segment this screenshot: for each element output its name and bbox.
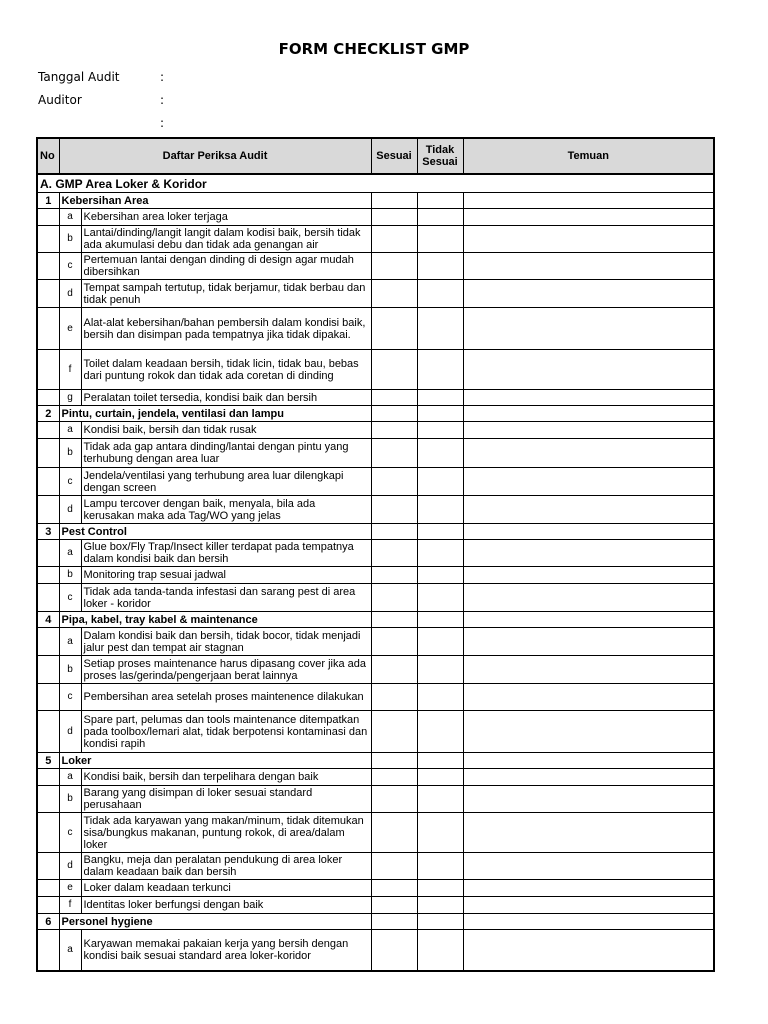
item-number-cell — [37, 930, 59, 971]
meta-separator: : — [160, 116, 165, 130]
item-letter: c — [59, 813, 81, 853]
temuan-cell[interactable] — [463, 524, 714, 540]
header-tidak-sesuai-line1: Tidak — [425, 144, 455, 156]
tidak-sesuai-cell[interactable] — [417, 253, 463, 280]
sesuai-cell[interactable] — [371, 813, 417, 853]
group-number: 2 — [37, 406, 59, 422]
sesuai-cell[interactable] — [371, 711, 417, 753]
header-temuan: Temuan — [463, 138, 714, 174]
checklist-item-row — [37, 226, 714, 253]
checklist-item-row — [37, 897, 714, 914]
item-letter: a — [59, 628, 81, 656]
checklist-item-row — [37, 540, 714, 567]
tidak-sesuai-cell[interactable] — [417, 209, 463, 226]
item-letter: c — [59, 253, 81, 280]
item-letter: f — [59, 897, 81, 914]
checklist-item-row — [37, 439, 714, 468]
group-title: Loker — [59, 753, 371, 769]
tidak-sesuai-cell[interactable] — [417, 567, 463, 584]
sesuai-cell[interactable] — [371, 226, 417, 253]
item-text: Spare part, pelumas dan tools maintenance ditempatkan pada toolbox/lemari alat, tidak berpotensi kontaminasi dan kondisi rapih — [81, 711, 371, 753]
tidak-sesuai-cell[interactable] — [417, 468, 463, 496]
item-number-cell — [37, 439, 59, 468]
item-text: Monitoring trap sesuai jadwal — [81, 567, 371, 584]
temuan-cell[interactable] — [463, 406, 714, 422]
item-text: Dalam kondisi baik dan bersih, tidak bocor, tidak menjadi jalur pest dan tempat air stagnan — [81, 628, 371, 656]
item-letter: a — [59, 540, 81, 567]
group-number: 4 — [37, 612, 59, 628]
checklist-item-row — [37, 786, 714, 813]
group-row — [37, 612, 714, 628]
temuan-cell[interactable] — [463, 496, 714, 524]
sesuai-cell[interactable] — [371, 584, 417, 612]
temuan-cell[interactable] — [463, 584, 714, 612]
item-number-cell — [37, 308, 59, 350]
item-letter: a — [59, 769, 81, 786]
checklist-item-row — [37, 813, 714, 853]
sesuai-cell[interactable] — [371, 628, 417, 656]
group-title: Pintu, curtain, jendela, ventilasi dan lampu — [59, 406, 371, 422]
temuan-cell[interactable] — [463, 786, 714, 813]
tidak-sesuai-cell[interactable] — [417, 406, 463, 422]
tidak-sesuai-cell[interactable] — [417, 753, 463, 769]
sesuai-cell[interactable] — [371, 193, 417, 209]
header-tidak-sesuai — [417, 138, 463, 174]
meta-label: Tanggal Audit — [38, 70, 120, 84]
group-number: 6 — [37, 914, 59, 930]
group-title: Personel hygiene — [59, 914, 371, 930]
item-text: Kondisi baik, bersih dan terpelihara dengan baik — [81, 769, 371, 786]
temuan-cell[interactable] — [463, 880, 714, 897]
item-text: Bangku, meja dan peralatan pendukung di area loker dalam keadaan baik dan bersih — [81, 853, 371, 880]
temuan-cell[interactable] — [463, 209, 714, 226]
checklist-table — [36, 137, 715, 972]
item-number-cell — [37, 813, 59, 853]
header-tidak-sesuai-line2: Sesuai — [422, 156, 458, 168]
table-body — [37, 174, 714, 971]
item-number-cell — [37, 209, 59, 226]
sesuai-cell[interactable] — [371, 786, 417, 813]
temuan-cell[interactable] — [463, 684, 714, 711]
tidak-sesuai-cell[interactable] — [417, 914, 463, 930]
table-header-row — [37, 138, 714, 174]
sesuai-cell[interactable] — [371, 350, 417, 390]
item-letter: b — [59, 656, 81, 684]
item-text: Toilet dalam keadaan bersih, tidak licin, tidak bau, bebas dari puntung rokok dan tidak ada coretan di dinding — [81, 350, 371, 390]
tidak-sesuai-cell[interactable] — [417, 280, 463, 308]
item-number-cell — [37, 711, 59, 753]
tidak-sesuai-cell[interactable] — [417, 813, 463, 853]
item-letter: b — [59, 567, 81, 584]
item-letter: a — [59, 422, 81, 439]
item-letter: d — [59, 853, 81, 880]
checklist-item-row — [37, 930, 714, 971]
item-number-cell — [37, 684, 59, 711]
temuan-cell[interactable] — [463, 280, 714, 308]
header-no: No — [37, 138, 59, 174]
item-text: Tidak ada gap antara dinding/lantai dengan pintu yang terhubung dengan area luar — [81, 439, 371, 468]
section-title: A. GMP Area Loker & Koridor — [37, 174, 714, 193]
item-number-cell — [37, 786, 59, 813]
tidak-sesuai-cell[interactable] — [417, 612, 463, 628]
tidak-sesuai-cell[interactable] — [417, 786, 463, 813]
group-row — [37, 406, 714, 422]
item-number-cell — [37, 769, 59, 786]
item-text: Barang yang disimpan di loker sesuai standard perusahaan — [81, 786, 371, 813]
item-number-cell — [37, 280, 59, 308]
item-number-cell — [37, 656, 59, 684]
item-letter: e — [59, 880, 81, 897]
item-number-cell — [37, 390, 59, 406]
section-row — [37, 174, 714, 193]
item-text: Pertemuan lantai dengan dinding di design agar mudah dibersihkan — [81, 253, 371, 280]
sesuai-cell[interactable] — [371, 853, 417, 880]
checklist-item-row — [37, 209, 714, 226]
tidak-sesuai-cell[interactable] — [417, 711, 463, 753]
checklist-item-row — [37, 769, 714, 786]
checklist-item-row — [37, 628, 714, 656]
item-number-cell — [37, 853, 59, 880]
sesuai-cell[interactable] — [371, 280, 417, 308]
meta-separator: : — [160, 93, 165, 107]
tidak-sesuai-cell[interactable] — [417, 540, 463, 567]
item-letter: d — [59, 280, 81, 308]
item-number-cell — [37, 496, 59, 524]
sesuai-cell[interactable] — [371, 656, 417, 684]
item-letter: d — [59, 711, 81, 753]
temuan-cell[interactable] — [463, 897, 714, 914]
checklist-item-row — [37, 280, 714, 308]
sesuai-cell[interactable] — [371, 567, 417, 584]
item-text: Peralatan toilet tersedia, kondisi baik dan bersih — [81, 390, 371, 406]
group-title: Pest Control — [59, 524, 371, 540]
temuan-cell[interactable] — [463, 930, 714, 971]
checklist-item-row — [37, 496, 714, 524]
temuan-cell[interactable] — [463, 193, 714, 209]
item-letter: e — [59, 308, 81, 350]
tidak-sesuai-cell[interactable] — [417, 930, 463, 971]
item-letter: c — [59, 584, 81, 612]
sesuai-cell[interactable] — [371, 496, 417, 524]
item-text: Tidak ada tanda-tanda infestasi dan sarang pest di area loker - koridor — [81, 584, 371, 612]
item-text: Alat-alat kebersihan/bahan pembersih dalam kondisi baik, bersih dan disimpan pada tempatnya jika tidak dipakai. — [81, 308, 371, 350]
temuan-cell[interactable] — [463, 226, 714, 253]
item-text: Kebersihan area loker terjaga — [81, 209, 371, 226]
item-letter: c — [59, 468, 81, 496]
item-text: Setiap proses maintenance harus dipasang cover jika ada proses las/gerinda/pengerjaan berat lainnya — [81, 656, 371, 684]
item-text: Tidak ada karyawan yang makan/minum, tidak ditemukan sisa/bungkus makanan, puntung rokok, di area/dalam loker — [81, 813, 371, 853]
tidak-sesuai-cell[interactable] — [417, 439, 463, 468]
tidak-sesuai-cell[interactable] — [417, 897, 463, 914]
checklist-item-row — [37, 422, 714, 439]
item-number-cell — [37, 880, 59, 897]
sesuai-cell[interactable] — [371, 468, 417, 496]
item-number-cell — [37, 897, 59, 914]
tidak-sesuai-cell[interactable] — [417, 880, 463, 897]
meta-row-tanggal-audit — [38, 70, 164, 84]
item-letter: c — [59, 684, 81, 711]
temuan-cell[interactable] — [463, 656, 714, 684]
header-sesuai: Sesuai — [371, 138, 417, 174]
item-text: Identitas loker berfungsi dengan baik — [81, 897, 371, 914]
temuan-cell[interactable] — [463, 422, 714, 439]
checklist-item-row — [37, 656, 714, 684]
sesuai-cell[interactable] — [371, 914, 417, 930]
temuan-cell[interactable] — [463, 540, 714, 567]
checklist-item-row — [37, 350, 714, 390]
group-row — [37, 524, 714, 540]
group-row — [37, 193, 714, 209]
checklist-item-row — [37, 853, 714, 880]
item-letter: a — [59, 930, 81, 971]
meta-separator: : — [160, 70, 165, 84]
sesuai-cell[interactable] — [371, 406, 417, 422]
item-number-cell — [37, 253, 59, 280]
checklist-item-row — [37, 468, 714, 496]
sesuai-cell[interactable] — [371, 753, 417, 769]
sesuai-cell[interactable] — [371, 897, 417, 914]
temuan-cell[interactable] — [463, 350, 714, 390]
checklist-item-row — [37, 253, 714, 280]
sesuai-cell[interactable] — [371, 612, 417, 628]
temuan-cell[interactable] — [463, 769, 714, 786]
item-number-cell — [37, 226, 59, 253]
temuan-cell[interactable] — [463, 914, 714, 930]
checklist-item-row — [37, 308, 714, 350]
item-text: Tempat sampah tertutup, tidak berjamur, tidak berbau dan tidak penuh — [81, 280, 371, 308]
checklist-item-row — [37, 711, 714, 753]
sesuai-cell[interactable] — [371, 390, 417, 406]
tidak-sesuai-cell[interactable] — [417, 656, 463, 684]
temuan-cell[interactable] — [463, 390, 714, 406]
item-letter: b — [59, 226, 81, 253]
item-text: Loker dalam keadaan terkunci — [81, 880, 371, 897]
temuan-cell[interactable] — [463, 567, 714, 584]
sesuai-cell[interactable] — [371, 253, 417, 280]
temuan-cell[interactable] — [463, 612, 714, 628]
group-row — [37, 753, 714, 769]
sesuai-cell[interactable] — [371, 209, 417, 226]
tidak-sesuai-cell[interactable] — [417, 496, 463, 524]
item-letter: f — [59, 350, 81, 390]
item-number-cell — [37, 422, 59, 439]
tidak-sesuai-cell[interactable] — [417, 226, 463, 253]
sesuai-cell[interactable] — [371, 930, 417, 971]
item-letter: b — [59, 439, 81, 468]
checklist-item-row — [37, 880, 714, 897]
temuan-cell[interactable] — [463, 308, 714, 350]
item-letter: a — [59, 209, 81, 226]
sesuai-cell[interactable] — [371, 540, 417, 567]
group-title: Kebersihan Area — [59, 193, 371, 209]
temuan-cell[interactable] — [463, 468, 714, 496]
tidak-sesuai-cell[interactable] — [417, 853, 463, 880]
item-number-cell — [37, 350, 59, 390]
checklist-item-row — [37, 584, 714, 612]
meta-label: Auditor — [38, 93, 82, 107]
group-number: 1 — [37, 193, 59, 209]
sesuai-cell[interactable] — [371, 439, 417, 468]
checklist-item-row — [37, 567, 714, 584]
sesuai-cell[interactable] — [371, 524, 417, 540]
meta-row-auditor — [38, 93, 164, 107]
checklist-item-row — [37, 390, 714, 406]
tidak-sesuai-cell[interactable] — [417, 422, 463, 439]
form-title: FORM CHECKLIST GMP — [278, 40, 470, 58]
header-daftar-periksa-audit: Daftar Periksa Audit — [59, 138, 371, 174]
temuan-cell[interactable] — [463, 853, 714, 880]
group-title: Pipa, kabel, tray kabel & maintenance — [59, 612, 371, 628]
sesuai-cell[interactable] — [371, 308, 417, 350]
meta-row-blank — [38, 116, 164, 130]
temuan-cell[interactable] — [463, 253, 714, 280]
item-text: Kondisi baik, bersih dan tidak rusak — [81, 422, 371, 439]
item-text: Karyawan memakai pakaian kerja yang bersih dengan kondisi baik sesuai standard area loker-koridor — [81, 930, 371, 971]
temuan-cell[interactable] — [463, 753, 714, 769]
item-letter: b — [59, 786, 81, 813]
item-text: Lampu tercover dengan baik, menyala, bila ada kerusakan maka ada Tag/WO yang jelas — [81, 496, 371, 524]
item-letter: d — [59, 496, 81, 524]
tidak-sesuai-cell[interactable] — [417, 584, 463, 612]
tidak-sesuai-cell[interactable] — [417, 684, 463, 711]
item-number-cell — [37, 584, 59, 612]
group-number: 5 — [37, 753, 59, 769]
tidak-sesuai-cell[interactable] — [417, 390, 463, 406]
tidak-sesuai-cell[interactable] — [417, 193, 463, 209]
tidak-sesuai-cell[interactable] — [417, 524, 463, 540]
item-number-cell — [37, 567, 59, 584]
temuan-cell[interactable] — [463, 711, 714, 753]
group-number: 3 — [37, 524, 59, 540]
item-text: Pembersihan area setelah proses maintenence dilakukan — [81, 684, 371, 711]
item-number-cell — [37, 628, 59, 656]
sesuai-cell[interactable] — [371, 422, 417, 439]
sesuai-cell[interactable] — [371, 769, 417, 786]
tidak-sesuai-cell[interactable] — [417, 350, 463, 390]
sesuai-cell[interactable] — [371, 684, 417, 711]
item-text: Jendela/ventilasi yang terhubung area luar dilengkapi dengan screen — [81, 468, 371, 496]
item-letter: g — [59, 390, 81, 406]
item-text: Glue box/Fly Trap/Insect killer terdapat pada tempatnya dalam kondisi baik dan bersih — [81, 540, 371, 567]
checklist-item-row — [37, 684, 714, 711]
tidak-sesuai-cell[interactable] — [417, 769, 463, 786]
temuan-cell[interactable] — [463, 628, 714, 656]
temuan-cell[interactable] — [463, 813, 714, 853]
sesuai-cell[interactable] — [371, 880, 417, 897]
group-row — [37, 914, 714, 930]
tidak-sesuai-cell[interactable] — [417, 308, 463, 350]
item-number-cell — [37, 540, 59, 567]
item-text: Lantai/dinding/langit langit dalam kodisi baik, bersih tidak ada akumulasi debu dan tidak ada genangan air — [81, 226, 371, 253]
temuan-cell[interactable] — [463, 439, 714, 468]
tidak-sesuai-cell[interactable] — [417, 628, 463, 656]
item-number-cell — [37, 468, 59, 496]
